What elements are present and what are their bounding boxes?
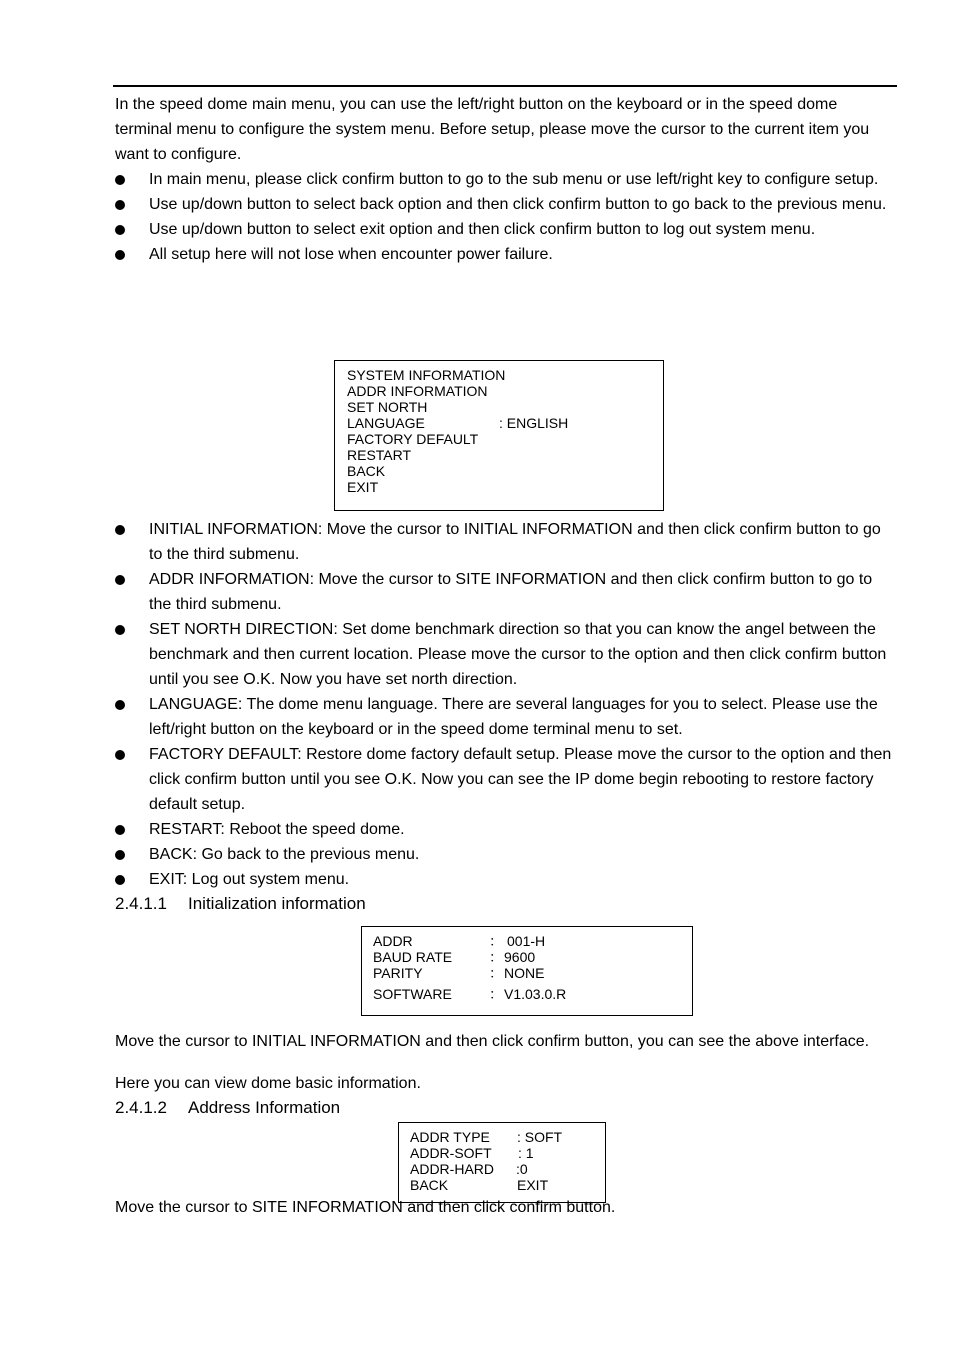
bullet-icon bbox=[115, 875, 125, 885]
address-description: Move the cursor to SITE INFORMATION and then click confirm button. bbox=[115, 1199, 616, 1216]
bullet-icon bbox=[115, 200, 125, 210]
info-row: PARITY ： NONE bbox=[373, 965, 545, 981]
bullet-icon bbox=[115, 250, 125, 260]
language-value: : ENGLISH bbox=[499, 415, 569, 431]
info-row: ADDR-HARD :0 bbox=[410, 1161, 528, 1177]
bullet-icon bbox=[115, 525, 125, 535]
list-item: Use up/down button to select exit option and then click confirm button to log out system menu. bbox=[115, 217, 897, 242]
list-item: LANGUAGE: The dome menu language. There are several languages for you to select. Please use the left/right button on the keyboard or in the speed dome terminal menu to set. bbox=[115, 692, 897, 742]
intro-paragraph: In the speed dome main menu, you can use the left/right button on the keyboard or in the speed dome terminal menu to configure the system menu. Before setup, please move the cursor to the current item you want to configure. bbox=[115, 96, 870, 163]
menu-item: BACK bbox=[347, 463, 386, 479]
list-item: SET NORTH DIRECTION: Set dome benchmark direction so that you can know the angel between the benchmark and then current location. Please move the cursor to the option and then click confirm button until you see O.K. Now you have set north direction. bbox=[115, 617, 897, 692]
list-item: Use up/down button to select back option and then click confirm button to go back to the previous menu. bbox=[115, 192, 897, 217]
menu-item: FACTORY DEFAULT bbox=[347, 431, 479, 447]
menu-item: ADDR INFORMATION bbox=[347, 383, 488, 399]
menu-item: LANGUAGE : ENGLISH bbox=[347, 415, 569, 431]
list-item: ADDR INFORMATION: Move the cursor to SITE INFORMATION and then click confirm button to go to the third submenu. bbox=[115, 567, 897, 617]
list-item: FACTORY DEFAULT: Restore dome factory default setup. Please move the cursor to the option and then click confirm button until you see O.K. Now you can see the IP dome begin rebooting to restore factory default setup. bbox=[115, 742, 897, 817]
info-row: ADDR ： 001-H bbox=[373, 933, 546, 949]
section-heading-initialization: 2.4.1.1 Initialization information bbox=[115, 894, 366, 913]
initialization-note: Here you can view dome basic information. bbox=[115, 1075, 421, 1092]
list-item: EXIT: Log out system menu. bbox=[115, 867, 897, 892]
info-row: BACK EXIT bbox=[410, 1177, 549, 1193]
info-row: SOFTWARE ： V1.03.0.R bbox=[373, 986, 567, 1002]
menu-item: SET NORTH bbox=[347, 399, 428, 415]
list-item: All setup here will not lose when encounter power failure. bbox=[115, 242, 897, 267]
info-row: ADDR-SOFT : 1 bbox=[410, 1145, 534, 1161]
header-rule bbox=[113, 85, 897, 87]
system-menu-box bbox=[334, 360, 664, 511]
info-row: ADDR TYPE : SOFT bbox=[410, 1129, 563, 1145]
section-heading-address: 2.4.1.2 Address Information bbox=[115, 1098, 341, 1117]
bullet-icon bbox=[115, 750, 125, 760]
address-info-box bbox=[398, 1122, 606, 1203]
list-item: RESTART: Reboot the speed dome. bbox=[115, 817, 897, 842]
list-item: BACK: Go back to the previous menu. bbox=[115, 842, 897, 867]
info-row: BAUD RATE ： 9600 bbox=[373, 949, 536, 965]
menu-item: SYSTEM INFORMATION bbox=[347, 367, 506, 383]
menu-item: RESTART bbox=[347, 447, 412, 463]
menu-bullet-list bbox=[115, 517, 897, 892]
bullet-icon bbox=[115, 625, 125, 635]
initialization-description: Move the cursor to INITIAL INFORMATION and then click confirm button, you can see the above interface. bbox=[115, 1033, 870, 1050]
bullet-icon bbox=[115, 850, 125, 860]
list-item: INITIAL INFORMATION: Move the cursor to INITIAL INFORMATION and then click confirm button to go to the third submenu. bbox=[115, 517, 897, 567]
bullet-icon bbox=[115, 700, 125, 710]
bullet-icon bbox=[115, 225, 125, 235]
menu-item: EXIT bbox=[347, 479, 379, 495]
intro-bullet-list bbox=[115, 167, 897, 267]
bullet-icon bbox=[115, 825, 125, 835]
bullet-icon bbox=[115, 575, 125, 585]
bullet-icon bbox=[115, 175, 125, 185]
initialization-info-box bbox=[361, 926, 693, 1016]
list-item: In main menu, please click confirm button to go to the sub menu or use left/right key to configure setup. bbox=[115, 167, 897, 192]
